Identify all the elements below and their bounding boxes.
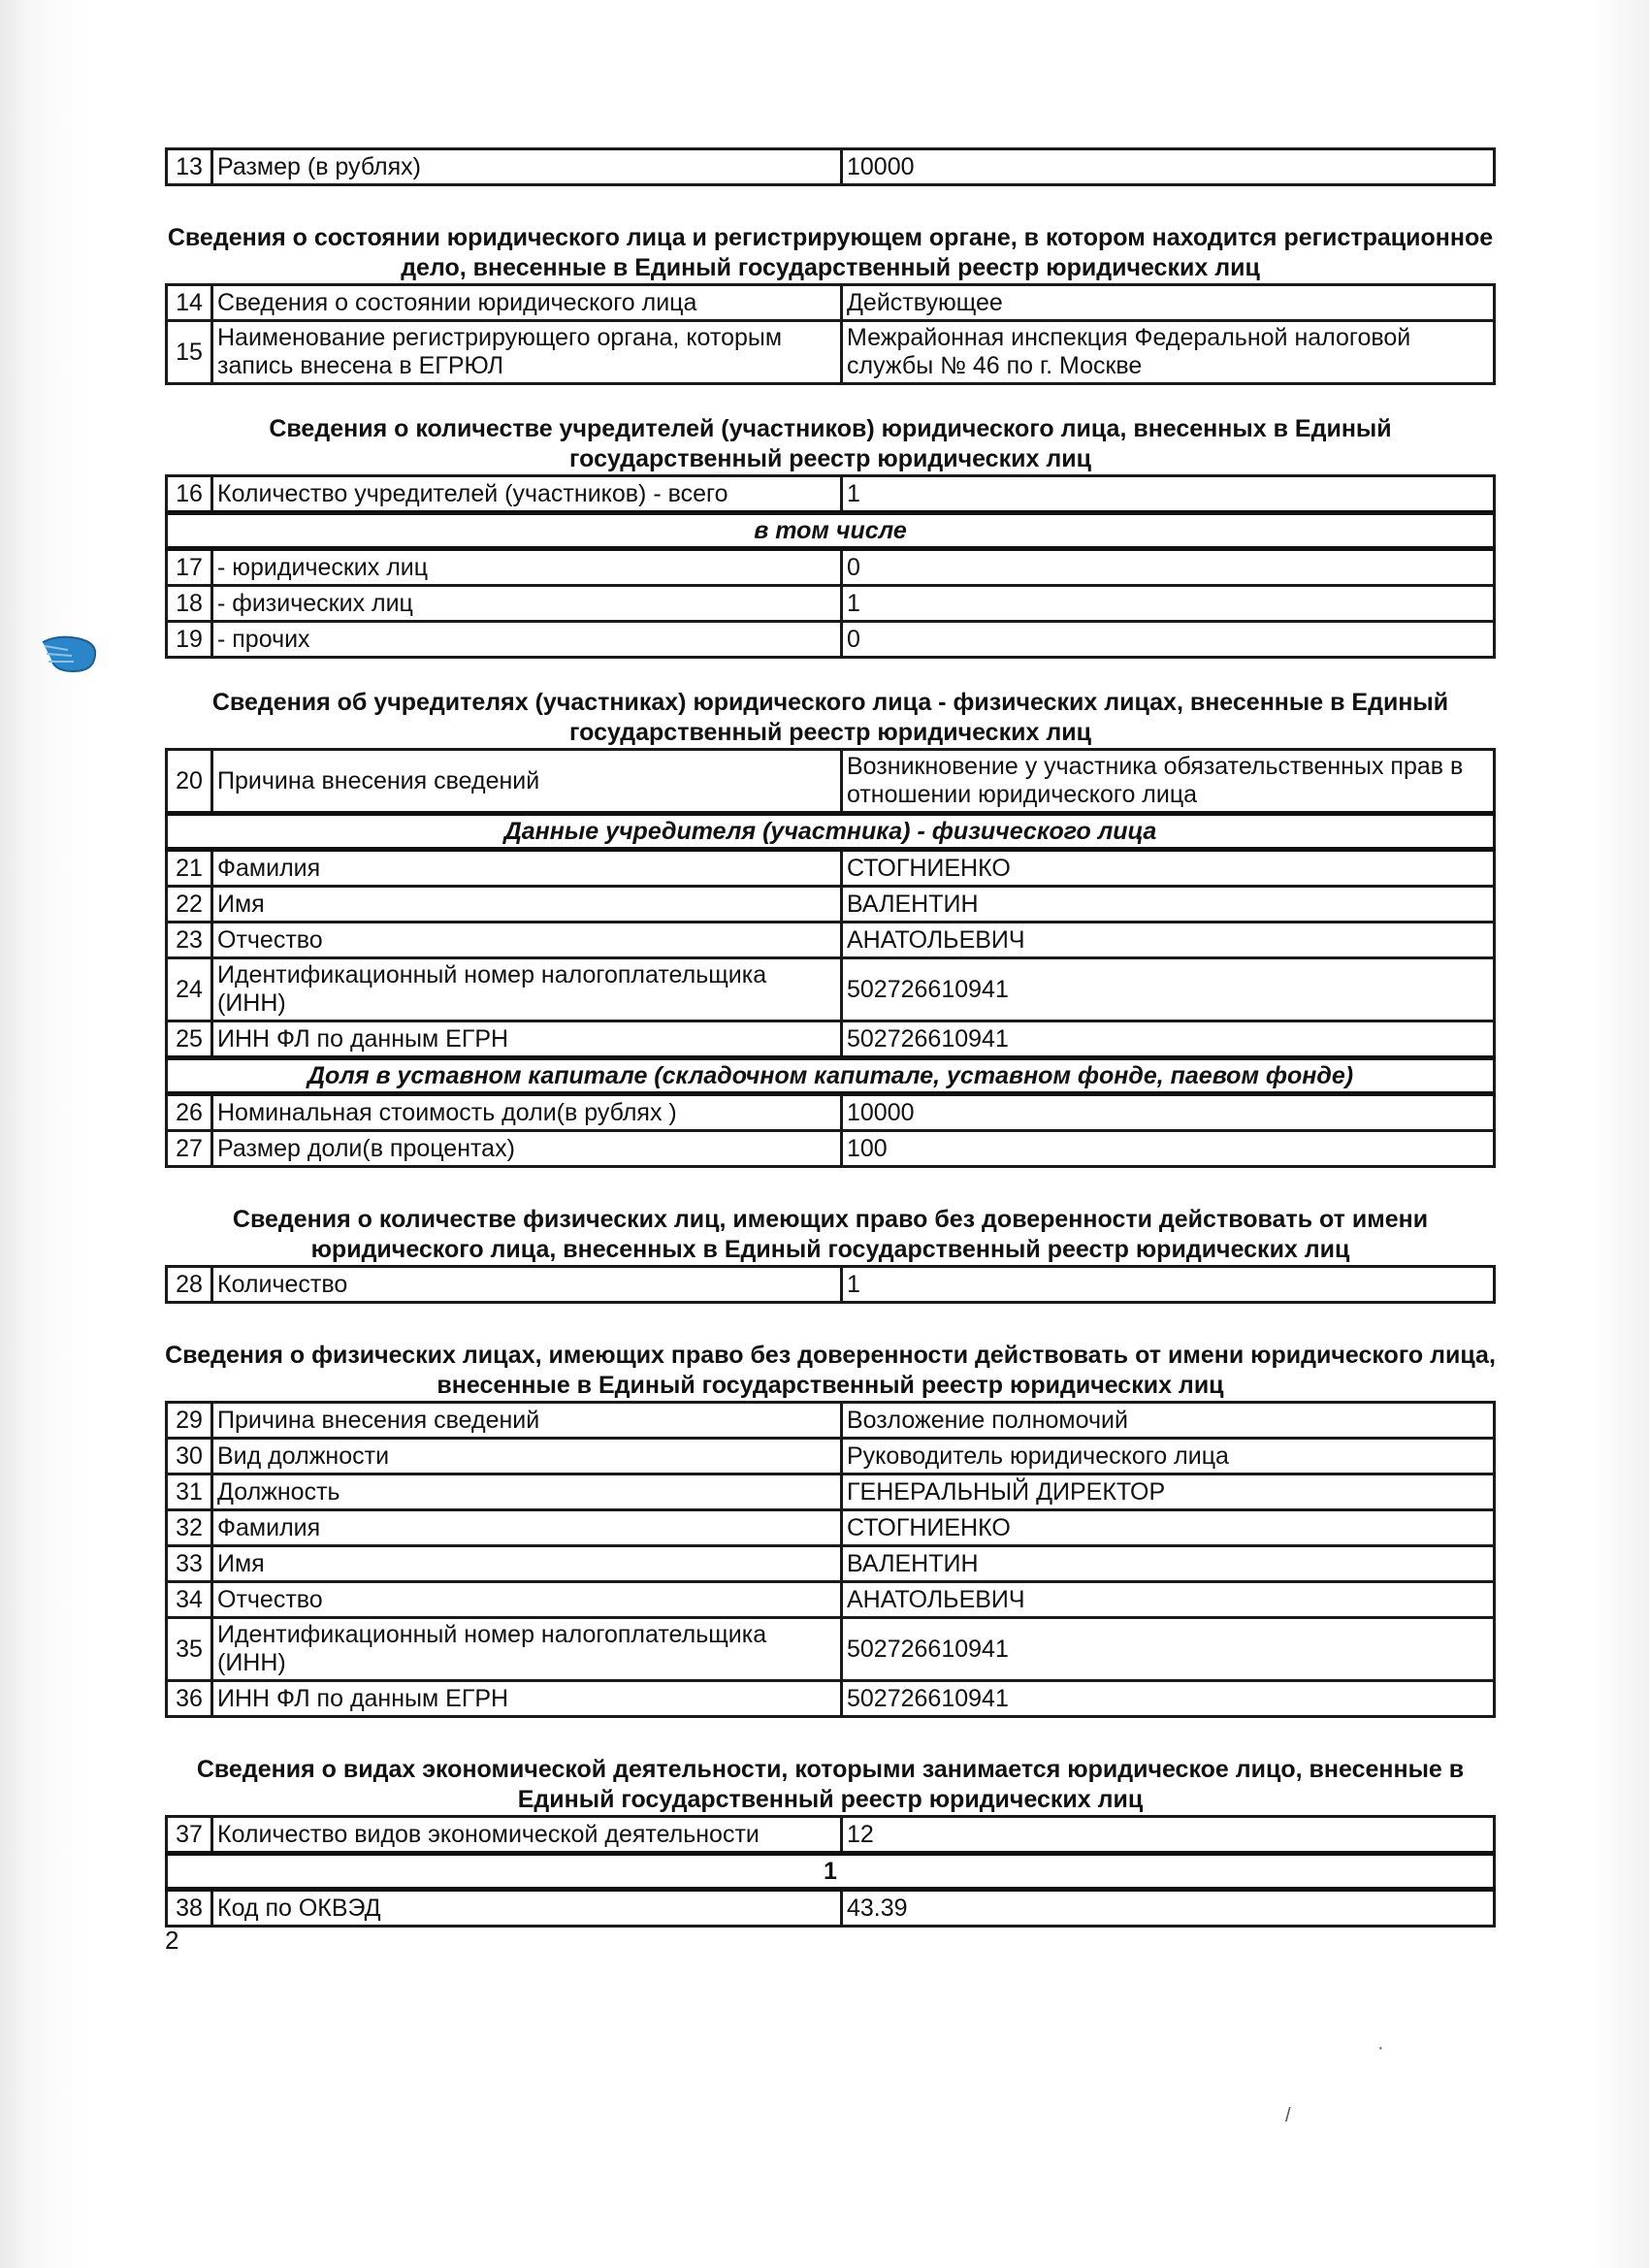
table-state (165, 283, 1496, 385)
row-number: 23 (167, 923, 212, 958)
row-number: 17 (167, 549, 212, 586)
scan-speck: · (1377, 2037, 1384, 2058)
table-founders-count (165, 474, 1496, 659)
table-row (167, 622, 1495, 658)
field-name: Отчество (212, 923, 842, 958)
table-row (167, 1546, 1495, 1582)
row-number: 22 (167, 887, 212, 923)
field-name: Идентификационный номер налогоплательщика (ИНН) (212, 1618, 842, 1681)
table-row (167, 1510, 1495, 1546)
table-row (167, 1618, 1495, 1681)
field-value: 0 (842, 622, 1495, 658)
subheader-founder-data: Данные учредителя (участника) - физического лица (167, 814, 1495, 850)
field-value: 502726610941 (842, 1681, 1495, 1717)
table-row (167, 321, 1495, 384)
section-heading: Сведения о физических лицах, имеющих право без доверенности действовать от имени юридического лица, внесенные в Единый государственный реестр юридических лиц (165, 1342, 1496, 1399)
row-number: 15 (167, 321, 212, 384)
table-row (167, 476, 1495, 513)
field-value: 10000 (842, 149, 1495, 185)
row-number: 30 (167, 1439, 212, 1474)
field-value: АНАТОЛЬЕВИЧ (842, 1582, 1495, 1618)
row-number: 32 (167, 1510, 212, 1546)
row-number: 28 (167, 1267, 212, 1303)
field-name: Отчество (212, 1582, 842, 1618)
table-row (167, 1021, 1495, 1058)
table-row (167, 923, 1495, 958)
row-number: 19 (167, 622, 212, 658)
field-value: 12 (842, 1817, 1495, 1854)
field-value: 100 (842, 1131, 1495, 1167)
table-subheader-row (167, 814, 1495, 850)
field-value: СТОГНИЕНКО (842, 850, 1495, 887)
field-name: Должность (212, 1474, 842, 1510)
field-value: 502726610941 (842, 958, 1495, 1021)
field-name: Имя (212, 887, 842, 923)
table-row (167, 1582, 1495, 1618)
table-authorized-capital (165, 147, 1496, 186)
table-row (167, 285, 1495, 321)
field-value: Руководитель юридического лица (842, 1439, 1495, 1474)
field-name: Размер доли(в процентах) (212, 1131, 842, 1167)
table-activities (165, 1815, 1496, 1928)
table-row (167, 750, 1495, 814)
field-name: Идентификационный номер налогоплательщика (ИНН) (212, 958, 842, 1021)
field-value: Возникновение у участника обязательственных прав в отношении юридического лица (842, 750, 1495, 814)
table-row (167, 1267, 1495, 1303)
section-heading: Сведения о видах экономической деятельности, которыми занимается юридическое лицо, внесенные в Единый государственный реестр юридических лиц (196, 1756, 1465, 1813)
field-name: Причина внесения сведений (212, 750, 842, 814)
subheader-activity-index: 1 (167, 1854, 1495, 1890)
field-value: СТОГНИЕНКО (842, 1510, 1495, 1546)
paper-clip-icon (39, 632, 101, 677)
row-number: 36 (167, 1681, 212, 1717)
table-row (167, 1890, 1495, 1927)
row-number: 38 (167, 1890, 212, 1927)
field-name: Количество видов экономической деятельности (212, 1817, 842, 1854)
table-persons-count (165, 1265, 1496, 1304)
field-name: - физических лиц (212, 586, 842, 622)
field-name: Вид должности (212, 1439, 842, 1474)
table-row (167, 1439, 1495, 1474)
table-row (167, 850, 1495, 887)
field-value: 1 (842, 586, 1495, 622)
row-number: 37 (167, 1817, 212, 1854)
field-value: 1 (842, 1267, 1495, 1303)
document-content (165, 147, 1496, 1928)
field-value: Межрайонная инспекция Федеральной налоговой службы № 46 по г. Москве (842, 321, 1495, 384)
field-value: 10000 (842, 1094, 1495, 1131)
field-name: Имя (212, 1546, 842, 1582)
field-value: ГЕНЕРАЛЬНЫЙ ДИРЕКТОР (842, 1474, 1495, 1510)
scan-speck: / (1285, 2105, 1291, 2126)
field-value: ВАЛЕНТИН (842, 1546, 1495, 1582)
section-heading: Сведения о количестве физических лиц, имеющих право без доверенности действовать от имени юридического лица, внесенных в Единый государственный реестр юридических лиц (232, 1206, 1429, 1263)
row-number: 35 (167, 1618, 212, 1681)
table-row (167, 1403, 1495, 1439)
table-subheader-row (167, 1854, 1495, 1890)
field-value: Действующее (842, 285, 1495, 321)
row-number: 29 (167, 1403, 212, 1439)
page-number: 2 (165, 1926, 179, 1955)
table-row (167, 1131, 1495, 1167)
row-number: 26 (167, 1094, 212, 1131)
field-name: - прочих (212, 622, 842, 658)
field-value: ВАЛЕНТИН (842, 887, 1495, 923)
table-row (167, 887, 1495, 923)
field-name: Размер (в рублях) (212, 149, 842, 185)
table-row (167, 958, 1495, 1021)
row-number: 25 (167, 1021, 212, 1058)
table-row (167, 1474, 1495, 1510)
table-row (167, 1681, 1495, 1717)
field-value: 502726610941 (842, 1021, 1495, 1058)
row-number: 27 (167, 1131, 212, 1167)
table-row (167, 149, 1495, 185)
field-name: Фамилия (212, 850, 842, 887)
table-subheader-row (167, 1058, 1495, 1094)
field-name: Количество учредителей (участников) - всего (212, 476, 842, 513)
row-number: 13 (167, 149, 212, 185)
table-row (167, 586, 1495, 622)
field-name: ИНН ФЛ по данным ЕГРН (212, 1681, 842, 1717)
field-name: - юридических лиц (212, 549, 842, 586)
table-row (167, 1094, 1495, 1131)
row-number: 31 (167, 1474, 212, 1510)
row-number: 16 (167, 476, 212, 513)
section-heading: Сведения о состоянии юридического лица и регистрирующем органе, в котором находится регистрационное дело, внесенные в Единый государственный реестр юридических лиц (167, 224, 1494, 281)
field-name: ИНН ФЛ по данным ЕГРН (212, 1021, 842, 1058)
field-name: Номинальная стоимость доли(в рублях ) (212, 1094, 842, 1131)
row-number: 21 (167, 850, 212, 887)
field-name: Количество (212, 1267, 842, 1303)
field-value: АНАТОЛЬЕВИЧ (842, 923, 1495, 958)
field-value: 43.39 (842, 1890, 1495, 1927)
field-value: Возложение полномочий (842, 1403, 1495, 1439)
field-name: Фамилия (212, 1510, 842, 1546)
field-name: Наименование регистрирующего органа, которым запись внесена в ЕГРЮЛ (212, 321, 842, 384)
subheader-including: в том числе (167, 513, 1495, 549)
row-number: 20 (167, 750, 212, 814)
row-number: 18 (167, 586, 212, 622)
table-subheader-row (167, 513, 1495, 549)
field-value: 0 (842, 549, 1495, 586)
field-name: Причина внесения сведений (212, 1403, 842, 1439)
row-number: 34 (167, 1582, 212, 1618)
field-name: Сведения о состоянии юридического лица (212, 285, 842, 321)
subheader-share: Доля в уставном капитале (складочном капитале, уставном фонде, паевом фонде) (167, 1058, 1495, 1094)
section-heading: Сведения об учредителях (участниках) юридического лица - физических лицах, внесенные в Единый государственный реестр юридических лиц (211, 689, 1449, 746)
table-persons (165, 1401, 1496, 1718)
table-founders-persons (165, 748, 1496, 1168)
field-value: 502726610941 (842, 1618, 1495, 1681)
row-number: 14 (167, 285, 212, 321)
row-number: 24 (167, 958, 212, 1021)
table-row (167, 1817, 1495, 1854)
row-number: 33 (167, 1546, 212, 1582)
field-name: Код по ОКВЭД (212, 1890, 842, 1927)
section-heading: Сведения о количестве учредителей (участников) юридического лица, внесенных в Единый государственный реестр юридических лиц (269, 415, 1392, 472)
field-value: 1 (842, 476, 1495, 513)
table-row (167, 549, 1495, 586)
